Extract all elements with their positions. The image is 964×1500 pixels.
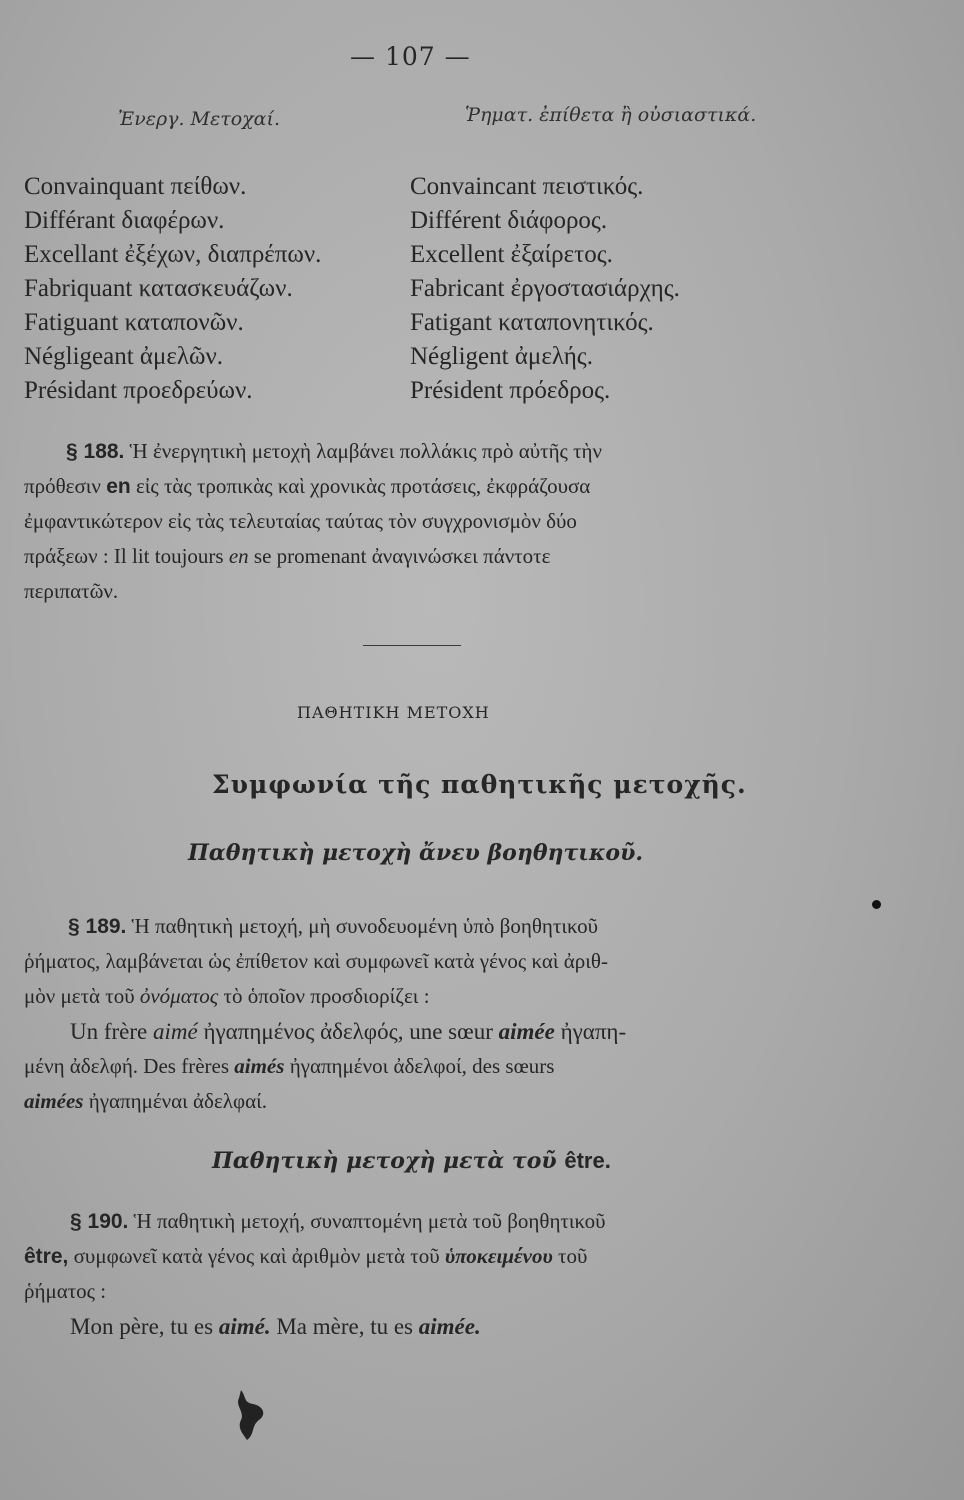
paragraph-text: ῥήματος, λαμβάνεται ὡς ἐπίθετον καὶ συμφωνεῖ κατὰ γένος καὶ ἀριθ- [24, 949, 608, 973]
example-text: ἠγαπημένος ἀδελφός, une sœur [203, 1019, 493, 1044]
list-item: Excellent ἐξαίρετος. [410, 241, 613, 268]
list-item: Négligent ἀμελής. [410, 343, 593, 370]
paragraph-text: μὸν μετὰ τοῦ [24, 984, 135, 1008]
list-item: Excellant ἐξέχων, διαπρέπων. [24, 241, 322, 268]
emphasized-word: ὀνόματος [139, 984, 219, 1008]
paragraph-text: τὸ ὁποῖον προσδιορίζει : [223, 984, 430, 1008]
emphasized-word: être, [24, 1245, 69, 1268]
verbal-adjectives-list [410, 170, 680, 408]
subheading-without-auxiliary: Παθητικὴ μετοχὴ ἄνευ βοηθητικοῦ. [188, 840, 644, 866]
emphasized-word: en [228, 544, 249, 568]
list-item: Fabricant ἐργοστασιάρχης. [410, 275, 680, 302]
paragraph-text: ῥήματος : [24, 1279, 107, 1303]
emphasized-word: en [106, 475, 131, 498]
ink-smudge [233, 1388, 271, 1442]
emphasized-word: ὑποκειμένου [444, 1244, 553, 1268]
example-word: aimé. [218, 1314, 271, 1339]
example-word: aimés [234, 1054, 285, 1078]
paragraph-text: Ἡ ἐνεργητικὴ μετοχὴ λαμβάνει πολλάκις πρὸ αὐτῆς τὴν [129, 439, 603, 463]
example-word: aimé [153, 1019, 198, 1044]
section-number: § 188. [66, 440, 125, 463]
list-item: Convaincant πειστικός. [410, 173, 644, 200]
list-item: Fabriquant κατασκευάζων. [24, 275, 293, 302]
section-190 [24, 1204, 824, 1344]
list-item: Président πρόεδρος. [410, 377, 611, 404]
paragraph-text: συμφωνεῖ κατὰ γένος καὶ ἀριθμὸν μετὰ τοῦ [73, 1244, 440, 1268]
example-text: ἠγαπημέναι ἀδελφαί. [88, 1089, 267, 1113]
paragraph-text: εἰς τὰς τροπικὰς καὶ χρονικὰς προτάσεις, ἐκφράζουσα [135, 474, 591, 498]
section-number: § 190. [70, 1210, 129, 1233]
example-text: Un frère [70, 1019, 148, 1044]
example-word: aimée [498, 1019, 555, 1044]
example-text: ἠγαπημένοι ἀδελφοί, des sœurs [289, 1054, 555, 1078]
example-word: aimées [24, 1089, 84, 1113]
section-number: § 189. [68, 915, 127, 938]
paragraph-text: πρόθεσιν [24, 474, 101, 498]
paragraph-text: ἐμφαντικώτερον εἰς τὰς τελευταίας ταύτας τὸν συγχρονισμὸν δύο [24, 509, 577, 533]
example-text: μένη ἀδελφή. Des frères [24, 1054, 230, 1078]
section-title: Συμφωνία τῆς παθητικῆς μετοχῆς. [212, 770, 747, 799]
page-number: — 107 — [350, 42, 471, 71]
list-item: Négligeant ἀμελῶν. [24, 343, 224, 370]
subheading-word: être. [564, 1148, 611, 1173]
chapter-title: ΠΑΘΗΤΙΚΗ ΜΕΤΟΧΗ [297, 703, 490, 722]
list-item: Convainquant πείθων. [24, 173, 247, 200]
list-item: Différant διαφέρων. [24, 207, 225, 234]
list-item: Fatiguant καταπονῶν. [24, 309, 244, 336]
paragraph-text: περιπατῶν. [24, 579, 119, 603]
paragraph-text: Ἡ παθητικὴ μετοχή, μὴ συνοδευομένη ὑπὸ βοηθητικοῦ [131, 914, 598, 938]
ink-spot [872, 900, 881, 909]
paragraph-text: Ἡ παθητικὴ μετοχή, συναπτομένη μετὰ τοῦ βοηθητικοῦ [133, 1209, 606, 1233]
subheading-with-etre [212, 1148, 611, 1174]
list-item: Différent διάφορος. [410, 207, 608, 234]
section-189 [24, 909, 824, 1119]
example-word: aimée. [418, 1314, 481, 1339]
paragraph-text: τοῦ [558, 1244, 588, 1268]
divider [363, 645, 461, 646]
right-column-header: Ῥηματ. ἐπίθετα ἢ οὐσιαστικά. [465, 104, 757, 126]
subheading-text: Παθητικὴ μετοχὴ μετὰ τοῦ [212, 1148, 557, 1174]
left-column-header: Ἐνεργ. Μετοχαί. [118, 108, 280, 130]
list-item: Fatigant καταπονητικός. [410, 309, 654, 336]
paragraph-text: πράξεων : Il lit toujours [24, 544, 224, 568]
example-text: ἠγαπη- [560, 1019, 627, 1044]
section-188 [24, 434, 824, 609]
example-text: Mon père, tu es [70, 1314, 214, 1339]
list-item: Présidant προεδρεύων. [24, 377, 253, 404]
example-text: Ma mère, tu es [276, 1314, 414, 1339]
paragraph-text: se promenant ἀναγινώσκει πάντοτε [253, 544, 551, 568]
active-participles-list [24, 170, 321, 408]
